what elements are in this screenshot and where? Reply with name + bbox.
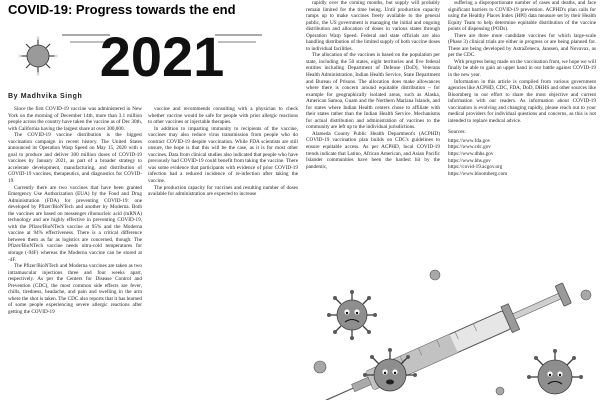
- article-column-2: [148, 106, 298, 242]
- hero-2021-virus-graphic: [10, 26, 300, 78]
- paragraph: suffering a disproportionate number of cases and deaths, and face significant barriers to COVID-19 prevention. ACPHD's plan calls for using the Healthy Places Index (HPI) data measure set by their Health Equity Team to help determine equitable distribution of the vaccine points of dispensing (PODs).: [448, 0, 596, 33]
- paragraph: Information in this article is compiled from various government agencies like ACPHD, CDC, FDA, DoD, DHHS and other sources like Bloomberg in our effort to share the most objective and current information with our readers. As information about COVID-19 vaccination is evolving and changing rapidly, please reach out to your medical providers for individual questions and concerns, as this is not intended to replace medical advice.: [448, 78, 596, 124]
- source-link[interactable]: https://www.cdc.gov: [448, 144, 491, 151]
- paragraph: The Pfizer/BioNTech and Moderna vaccines are taken as two intramuscular injections three and four weeks apart, respectively. As per the Centers for Disease Control and Prevention (CDC), the most common side effects are fever, chills, tiredness, headache, and pain and swelling in the arm where the shot is taken. The CDC also reports that it has learned of some people experiencing severe allergic reactions after getting the COVID-19: [8, 263, 142, 315]
- paragraph: The allocation of the vaccines is based on the population per state, including the 50 states, eight territories and five federal entities including Department of Defense (DoD), Veterans Health Administration, Indian Health Service, State Department and Bureau of Prisons. The allocation does make allowances where there is concern around equitable distribution – for example for geographically isolated areas, such as Alaska, American Samoa, Guam and the Northern Mariana Islands, and for states where Indian Health centers chose to affiliate with their states rather than the Indian Health Service. Mechanisms for actual distribution and administration of vaccines to the community are left up to the individual jurisdictions.: [306, 52, 440, 131]
- source-link[interactable]: https://www.hhs.gov: [448, 157, 491, 164]
- paragraph: Currently there are two vaccines that have been granted Emergency Use Authorization (EUA) by the Food and Drug Administration (FDA) for preventing COVID-19: one developed by Pfizer/BioNTech and another by Moderna. Both the vaccines are based on messenger ribonucleic acid (mRNA) technology and are highly effective in preventing COVID-19, with the Pfizer/BioNTech vaccine at 95% and the Moderna vaccine at 94% effectiveness. There is a critical difference between them as far as logistics are concerned, though: The Pfizer/BioNTech vaccine needs ultra-cold temperatures for storage (-94F) whereas the Moderna vaccine can be stored at -4F.: [8, 184, 142, 263]
- paragraph: Alameda County Public Health Department's (ACPHD) COVID-19 vaccination plan builds on CDC's guidelines to ensure equitable access. As per ACPHD, local COVID-19 trends indicate that Latino, African American, and Asian Pacific Islander communities have been the hardest hit by the pandemic,: [306, 130, 440, 170]
- source-link[interactable]: https://www.dhhs.gov: [448, 151, 494, 158]
- source-link[interactable]: https://covid-19.acgov.org: [448, 164, 503, 171]
- virus-character-icon: [527, 349, 583, 394]
- article-title: COVID-19: Progress towards the end: [8, 2, 236, 17]
- paragraph: rapidly over the coming months, but supply will probably remain limited for the time being. Until production capacity ramps up to make vaccines freely available to the general public, the US government is managing the initial and ongoing distribution and allocation of doses in various states through Operation Warp Speed. Federal and state officials are also handling distribution of the limited supply of both vaccine doses to individual facilities.: [306, 0, 440, 52]
- hero-virus-icon: [18, 36, 57, 75]
- byline: By Madhvika Singh: [8, 93, 83, 100]
- paragraph: There are three more candidate vaccines for which large-scale (Phase 3) clinical trials are either in progress or are being planned for. These are being developed by AstraZeneca, Janssen, and Novavax, as per the CDC.: [448, 32, 596, 59]
- paragraph: In addition to imparting immunity to recipients of the vaccine, vaccines may also reduce virus transmission from people who do contract COVID-19 despite vaccination. While FDA scientists are still unsure, the hope is that this will be the case, as it is for most other vaccines. Data from clinical studies also indicated that people who have previously had COVID-19 could benefit from taking the vaccine. There was some evidence that participants with evidence of prior COVID-19 infection had a reduced incidence of re-infection after taking the vaccine.: [148, 125, 298, 185]
- sources-heading: Sources:: [448, 129, 466, 136]
- paragraph: The COVID-19 vaccine distribution is the biggest vaccination campaign in recent history. The United States announced its Operation Warp Speed on May 15, 2020 with a goal to produce and deliver 300 million doses of COVID-19 vaccines by January 2021, as part of a broader strategy to accelerate development, manufacturing, and distribution of COVID-19 vaccines, therapeutics, and diagnostics for COVID-19.: [8, 132, 142, 185]
- sources-list: [448, 138, 596, 177]
- hero-year: 2021: [99, 26, 225, 78]
- source-link[interactable]: https://www.fda.gov: [448, 137, 491, 144]
- paragraph: The production capacity for vaccines and resulting number of doses available for administration are expected to increase: [148, 184, 298, 198]
- virus-character-icon: [327, 290, 377, 340]
- paragraph: With progress being made on the vaccination front, we hope we will finally be able to gain an upper hand in our battle against COVID-19 in the new year.: [448, 58, 596, 79]
- source-link[interactable]: https://www.bloomberg.com: [448, 170, 508, 177]
- article-column-4: [448, 0, 596, 255]
- article-column-3: [306, 0, 440, 252]
- paragraph: vaccine and recommends consulting with a physician to check whether vaccine would be safe for people with prior allergic reactions to other vaccines or injectable therapies.: [148, 106, 298, 126]
- vaccine-vs-virus-illustration: [300, 255, 600, 400]
- syringe-icon: [320, 280, 573, 400]
- paragraph: Since the first COVID-19 vaccine was administered in New York on the morning of December 14th, more than 3.1 million people across the country have taken the vaccine as of Dec 30th, with California having the largest share at over 300,000.: [8, 106, 142, 132]
- article-column-1: [8, 106, 142, 400]
